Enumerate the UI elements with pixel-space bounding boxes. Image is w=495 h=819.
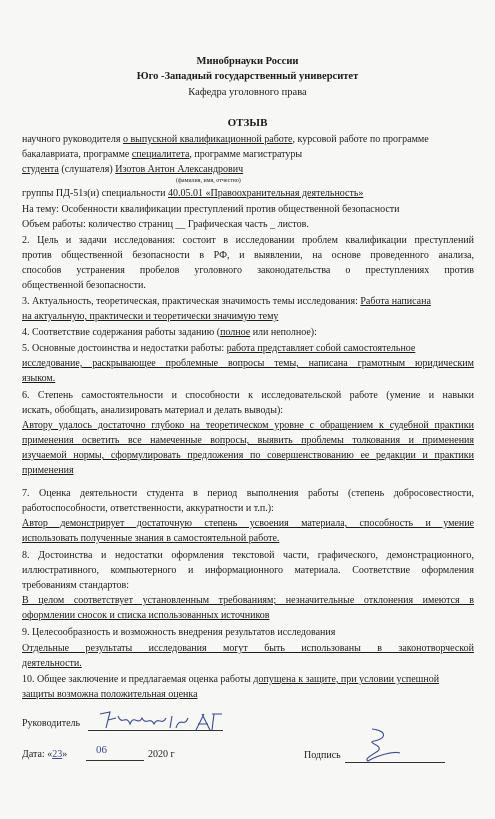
text-line: 8. Достоинства и недостатки оформления текстовой части, графического, демонстрационного, [22,550,474,561]
signature-label: Подпись [304,750,341,761]
date-label: Дата: « [22,749,53,760]
volume-line: Объем работы: количество страниц __ Графическая часть _ листов. [22,219,309,230]
date-year: 2020 г [148,749,175,760]
text-line: на актуальную, практически и теоретически значимую тему [22,311,279,322]
text-line: Отдельные результаты исследования могут быть использованы в законотворческой [22,643,474,654]
department-name: Кафедра уголовного права [188,87,307,98]
text-line [22,134,474,146]
text-line: общественной безопасности. [22,280,146,291]
date-separator: » [62,749,68,760]
student-line [22,164,474,176]
text-line [22,674,474,686]
text-line: применения осветить все намеченные вопросы, выявить проблемы толкования и применения [22,435,474,446]
text-line [22,327,474,339]
text-line: исследование, раскрывающее проблемные вопросы темы, написана грамотным юридическим [22,358,474,369]
text-line: В целом соответствует установленным требованиям; незначительные отклонения имеются в [22,595,474,606]
underlined-fragment: полное [220,327,251,338]
student-name: Изотов Антон Александрович [115,164,244,175]
text-line [22,296,474,308]
text-fragment: (слушателя) [58,164,116,175]
text-line: языком. [22,373,56,384]
signature-handwriting [358,725,408,767]
text-line: защиты возможна положительная оценка [22,689,198,700]
text-fragment: 4. Соответствие содержания работы заданию ( [22,327,221,338]
text-fragment: научного руководителя [22,134,123,145]
underlined-fragment: Работа написана [360,296,431,307]
text-line: 2. Цель и задачи исследования: состоит в исследовании проблем квалификации преступлений [22,235,474,246]
text-line: искать, обобщать, анализировать материал и делать выводы): [22,405,284,416]
text-line [22,149,474,161]
text-line: деятельности. [22,658,82,669]
supervisor-signature-handwriting [96,706,236,736]
university-name: Юго -Западный государственный университет [136,71,359,82]
text-line: использовать полученные знания в самостоятельной работе. [22,533,280,544]
underlined-fragment: о выпускной квалификационной работе [122,134,293,145]
text-line: способов устранения пробелов уголовного законодательства о преступлениях против [22,265,474,276]
text-line [22,343,474,355]
text-fragment: 3. Актуальность, теоретическая, практическая значимость темы исследования: [22,296,361,307]
text-line: иллюстративного, компьютерного и информационного материала. Соответствие оформления [22,565,474,576]
text-line: требованиям стандартов: [22,580,130,591]
supervisor-label: Руководитель [22,718,81,729]
text-fragment: 10. Общее заключение и предлагаемая оценка работы [22,674,254,685]
specialty: 40.05.01 «Правоохранительная деятельность» [168,188,364,199]
text-line: 6. Степень самостоятельности и способности к исследовательской работе (умение и навыки [22,390,474,401]
underlined-fragment: работа представляет собой самостоятельное [226,343,416,354]
text-fragment: или неполное): [250,327,317,338]
text-line: против общественной безопасности в РФ, и выявлении, на основе проведенного анализа, [22,250,474,261]
ministry-name: Минобрнауки России [196,56,299,67]
name-caption: (фамилия, имя, отчество) [176,178,241,184]
document-title: ОТЗЫВ [227,117,268,129]
text-line: работоспособности, ответственности, аккуратности и т.п.): [22,503,274,514]
text-line: применения [22,465,74,476]
text-line: Автор демонстрирует достаточную степень усвоения материала, способность и умение [22,518,474,529]
text-fragment: группы ПД-51з(и) специальности [22,188,168,199]
date-month: 06 [96,744,107,756]
text-fragment: бакалавриата, программе [22,149,132,160]
text-fragment: , программе магистратуры [189,149,303,160]
date-month-line [86,760,144,761]
text-fragment: , курсовой работе по программе [292,134,429,145]
topic-line: На тему: Особенности квалификации преступлений против общественной безопасности [22,204,400,215]
text-line: 7. Оценка деятельности студента в период выполнения работы (степень добросовестности, [22,488,474,499]
group-line [22,188,474,200]
underlined-fragment: специалитета [131,149,190,160]
underlined-fragment: допущена к защите, при условии успешной [253,674,440,685]
text-line: оформлении сносок и списка использованных источников [22,610,270,621]
text-line: Автору удалось достаточно глубоко на теоретическом уровне с обращением к судебной практики [22,420,474,431]
text-fragment: 5. Основные достоинства и недостатки работы: [22,343,227,354]
date-day: 23 [52,749,63,760]
underlined-fragment: студента [22,164,59,175]
text-line: изучаемой нормы, сформулировать предложения по совершенствованию ее редакции и практики [22,450,474,461]
text-line: 9. Целесообразность и возможность внедрения результатов исследования [22,627,336,638]
